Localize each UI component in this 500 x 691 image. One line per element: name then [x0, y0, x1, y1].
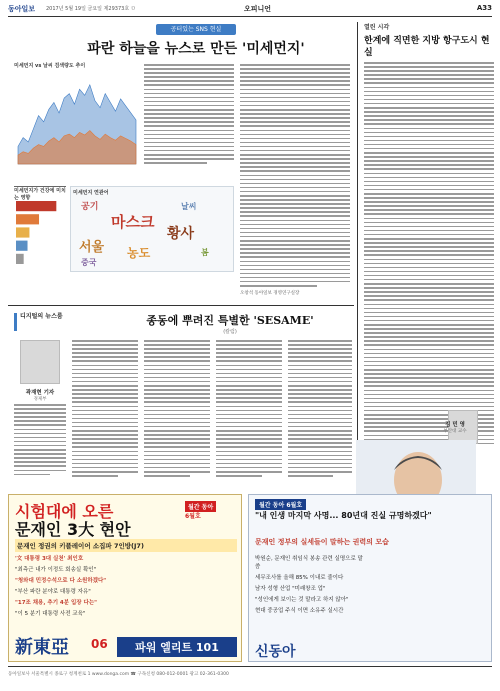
cloud-word: 공기	[81, 202, 99, 212]
ad-left-row: "부산 파란 분야로 대통령 자유"	[15, 589, 91, 595]
page-footer	[8, 666, 492, 686]
health-impact-chart	[14, 186, 66, 272]
ad-left-brand-month: 06	[91, 637, 108, 651]
ad-left[interactable]	[8, 494, 242, 662]
sesame-headline: 종동에 뿌려진 특별한 'SESAME'	[146, 314, 314, 327]
footer-text: 동아일보사 서울특별시 종로구 청계천로 1 www.donga.com ☎ 구독신청 080-012-0001 광고 02-361-0300	[8, 672, 229, 677]
ad-left-banner: 파워 엘리트 101	[117, 637, 237, 657]
article-body-col1	[144, 64, 234, 166]
column-title: 한계에 직면한 지방 항구도시 현실	[364, 36, 490, 59]
chart2-title: 미세먼지가 건강에 미치는 영향	[14, 188, 66, 201]
ad-left-row: "이 5 분기 대통령 사전 교육"	[15, 611, 86, 617]
column-divider	[357, 22, 358, 486]
ad-left-row: "최측근 내가 이정도 회송실 확인"	[15, 567, 97, 573]
sesame-author-role: 경제부	[33, 397, 47, 402]
sesame-body-col1	[14, 404, 66, 478]
ad-right-headline2: 문재인 정부의 실세들이 말하는 권력의 모습	[255, 538, 389, 546]
article-kicker: 공터있는 SNS 현실	[156, 24, 236, 35]
cloud-word: 황사	[167, 226, 195, 242]
page-number: A33	[476, 4, 492, 12]
sesame-body-col2	[72, 340, 138, 479]
right-column-body	[364, 62, 494, 451]
cloud-word: 농도	[127, 246, 151, 260]
ad-left-headline2: 문재인 3大 현안	[15, 520, 131, 539]
chart2-bar-3	[16, 241, 28, 251]
ad-right-row: "성인에게 보이는 것 말라고 하지 않아"	[255, 597, 349, 603]
cloud-word: 날씨	[181, 202, 197, 211]
chart2-svg	[14, 199, 66, 269]
ad-left-headline1: 시험대에 오른	[15, 502, 114, 521]
section-title: 오피니언	[244, 5, 272, 13]
ad-left-row: "17조 채용, 추기 4분 입장 다는"	[15, 600, 98, 606]
date-line: 2017년 5월 19일 금요일 제29373호 ㅁ	[46, 6, 136, 12]
chart2-bar-2	[16, 227, 29, 237]
ad-right-headline1: "내 인생 마지막 사명... 80년대 진실 규명하겠다"	[255, 511, 432, 520]
ad-right-row: 남자 성형 산업 "미래창조 업"	[255, 586, 326, 592]
cloud-title: 미세먼지 연관어	[73, 190, 109, 196]
cloud-word: 봄	[201, 248, 209, 257]
sesame-section-tag: 디지털의 뉴스룸	[14, 313, 74, 331]
chart2-bar-4	[16, 254, 24, 264]
article-headline: 파란 하늘을 뉴스로 만든 '미세먼지'	[87, 41, 305, 57]
chart2-bar-1	[16, 214, 39, 224]
related-words-cloud	[70, 186, 234, 272]
sesame-body-col3	[144, 340, 210, 479]
ad-right-row: 현대 중공업 주식 이면 소유주 실시간	[255, 608, 344, 614]
chart1-svg	[14, 72, 140, 172]
ad-left-row: "청와대 민정수석으로 다 소원하겠다"	[15, 578, 107, 584]
word-cloud-area	[71, 197, 235, 271]
ad-left-row: '文 대통령 3대 실천' 최인호	[15, 556, 84, 562]
chart2-bar-0	[16, 201, 56, 211]
article-byline: 오창석 동아일보 경영연구실장	[240, 291, 300, 296]
sesame-body-col4	[216, 340, 282, 479]
sesame-author-name: 곽재현 기자	[25, 390, 55, 396]
ad-left-brand: 新東亞	[15, 637, 69, 658]
sesame-subheadline: (칼럼)	[223, 329, 237, 335]
ad-right-row: 세무조사를 올해 85% 이내로 줄이다	[255, 575, 344, 581]
article-body-col2	[240, 64, 350, 289]
sesame-author-photo	[20, 340, 60, 384]
ad-right-rows	[255, 551, 365, 614]
ad-left-subtitle: 문재인 정권의 키플레이어 소집파 7인방(J7)	[15, 539, 237, 552]
ad-left-tag2: 6월호	[185, 513, 201, 520]
cloud-word: 중국	[81, 258, 97, 267]
ad-left-tag: 월간 동아	[185, 501, 216, 512]
right-column	[364, 22, 494, 59]
chart-title: 미세먼지 vs 날씨 검색량도 추이	[14, 63, 86, 69]
page-header	[8, 3, 492, 17]
cloud-word: 마스크	[111, 213, 155, 231]
cloud-word: 서울	[79, 240, 105, 255]
ad-right[interactable]	[248, 494, 492, 662]
column-author-name: 김 민 영	[445, 422, 465, 428]
ad-left-rows	[15, 551, 237, 617]
ad-right-row: 박원순, 문재인 취임식 봉송 관련 실명으로 말씀	[255, 556, 363, 570]
paper-name: 동아일보	[8, 5, 36, 13]
sesame-body-col5	[288, 340, 352, 479]
ad-right-banner: 월간 동아 6월호	[255, 499, 306, 510]
column-author-role: 부산대 교수	[443, 429, 467, 434]
section-divider	[8, 305, 354, 306]
ad-right-brand: 신동아	[255, 644, 296, 660]
column-tag: 열린 시각	[364, 24, 390, 31]
